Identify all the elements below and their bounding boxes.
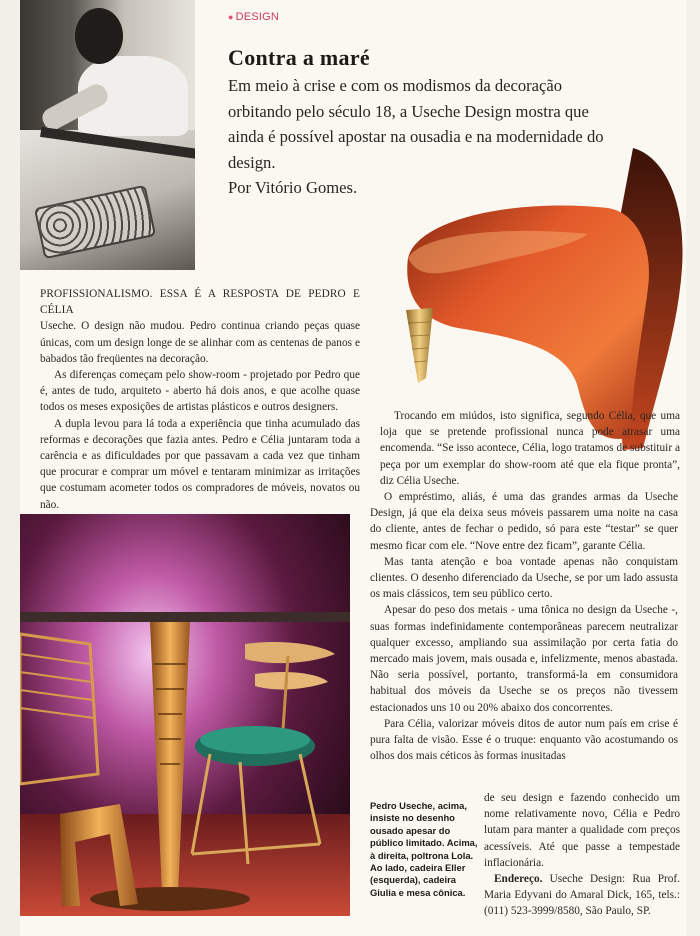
body-paragraph: A dupla levou para lá toda a experiência que tinha acumulado das reformas e decorações que fazia antes. Pedro e Célia juntaram toda a carência e as dificuldades por que passavam a cada vez que tinham que procurar e comprar um móvel e tentaram minimizar as irritações que costumam acometer todos os compradores de móveis, novatos ou não. (40, 417, 360, 511)
body-paragraph: Mas tanta atenção e boa vontade apenas não conquistam clientes. O desenho diferenciado da Useche, se por um lado assusta os mais clássicos, tem seu público certo. (370, 555, 678, 601)
page-gutter-right (686, 0, 700, 936)
page-gutter-left (0, 0, 20, 936)
body-paragraph: O empréstimo, aliás, é uma das grandes armas da Useche Design, já que ela deixa seus móveis passarem uma noite na casa do cliente, antes de fechar o pedido, só para este “testar” se quer mesmo ficar com ele. “Nove entre dez ficam”, garante Célia. (370, 491, 678, 552)
bullet-icon: ● (228, 12, 234, 22)
deck-text: Em meio à crise e com os modismos da decoração orbitando pelo século 18, a Useche Design mostra que ainda é possível apostar na ousadia e na modernidade do design. (228, 76, 604, 172)
lead-line: PROFISSIONALISMO. ESSA É A RESPOSTA DE PEDRO E CÉLIA (40, 288, 360, 317)
section-tag-label: DESIGN (235, 11, 280, 23)
photo-caption: Pedro Useche, acima, insiste no desenho ousado apesar do público limitado. Acima, à direita, poltrona Lola. Ao lado, cadeira Eller (esquerda), cadeira Giulia e mesa cônica. (370, 800, 478, 898)
body-paragraph: de seu design e fazendo conhecido um nome relativamente novo, Célia e Pedro lutam para manter a qualidade com preços acessíveis. Até que passe a tempestade inflacionária. (484, 792, 680, 869)
body-paragraph: Useche. O design não mudou. Pedro continua criando peças quase únicas, com um design longe de se alinhar com as centenas de panos e babados tão freqüentes na decoração. (40, 320, 360, 365)
table-and-chairs-illustration (20, 514, 350, 916)
address-label: Endereço. (494, 873, 543, 886)
body-paragraph: Trocando em miúdos, isto significa, segundo Célia, que uma loja que se pretende profissional nunca pode atrasar uma encomenda. “Se isso acontece, Célia, logo tratamos de substituir a peça por um exemplar do show-room até que ela fique pronta”, diz Célia Useche. (380, 410, 680, 487)
furniture-photo (20, 514, 350, 916)
right-text-column-continued (484, 790, 680, 920)
byline: Por Vitório Gomes. (228, 178, 358, 198)
address-text: Useche Design: Rua Prof. Maria Edyvani do Amaral Dick, 165, tels.: (011) 523-3999/8580, São Paulo, SP. (484, 873, 680, 918)
article-title: Contra a maré (228, 45, 370, 70)
body-paragraph: As diferenças começam pelo show-room - projetado por Pedro que é, antes de tudo, arquiteto - aberto há dois anos, e que acolhe quase todos os meses exposições de artistas plásticos e outros designers. (40, 369, 360, 414)
left-text-column (40, 286, 360, 513)
right-text-column (370, 408, 678, 764)
body-paragraph: Para Célia, valorizar móveis ditos de autor num país em crise é pura falta de visão. Esse é o truque: enquanto vão acostumando os olhos dos mais céticos às formas inusitadas (370, 717, 678, 763)
section-tag (228, 11, 279, 23)
designer-photo (20, 0, 195, 270)
body-paragraph: Apesar do peso dos metais - uma tônica no design da Useche -, suas formas indefinidamente contemporâneas parecem neutralizar qualquer excesso, ampliando sua assimilação por certa fatia do mercado mais jovem, mais ousada e, infelizmente, menos abastada. Não seria possível, portanto, transformá-la em consumidora habitual dos móveis da Useche se os preços não tivessem estacionados uns 10 ou 20% abaixo dos concorrentes. (370, 604, 678, 714)
address-block (484, 871, 680, 920)
